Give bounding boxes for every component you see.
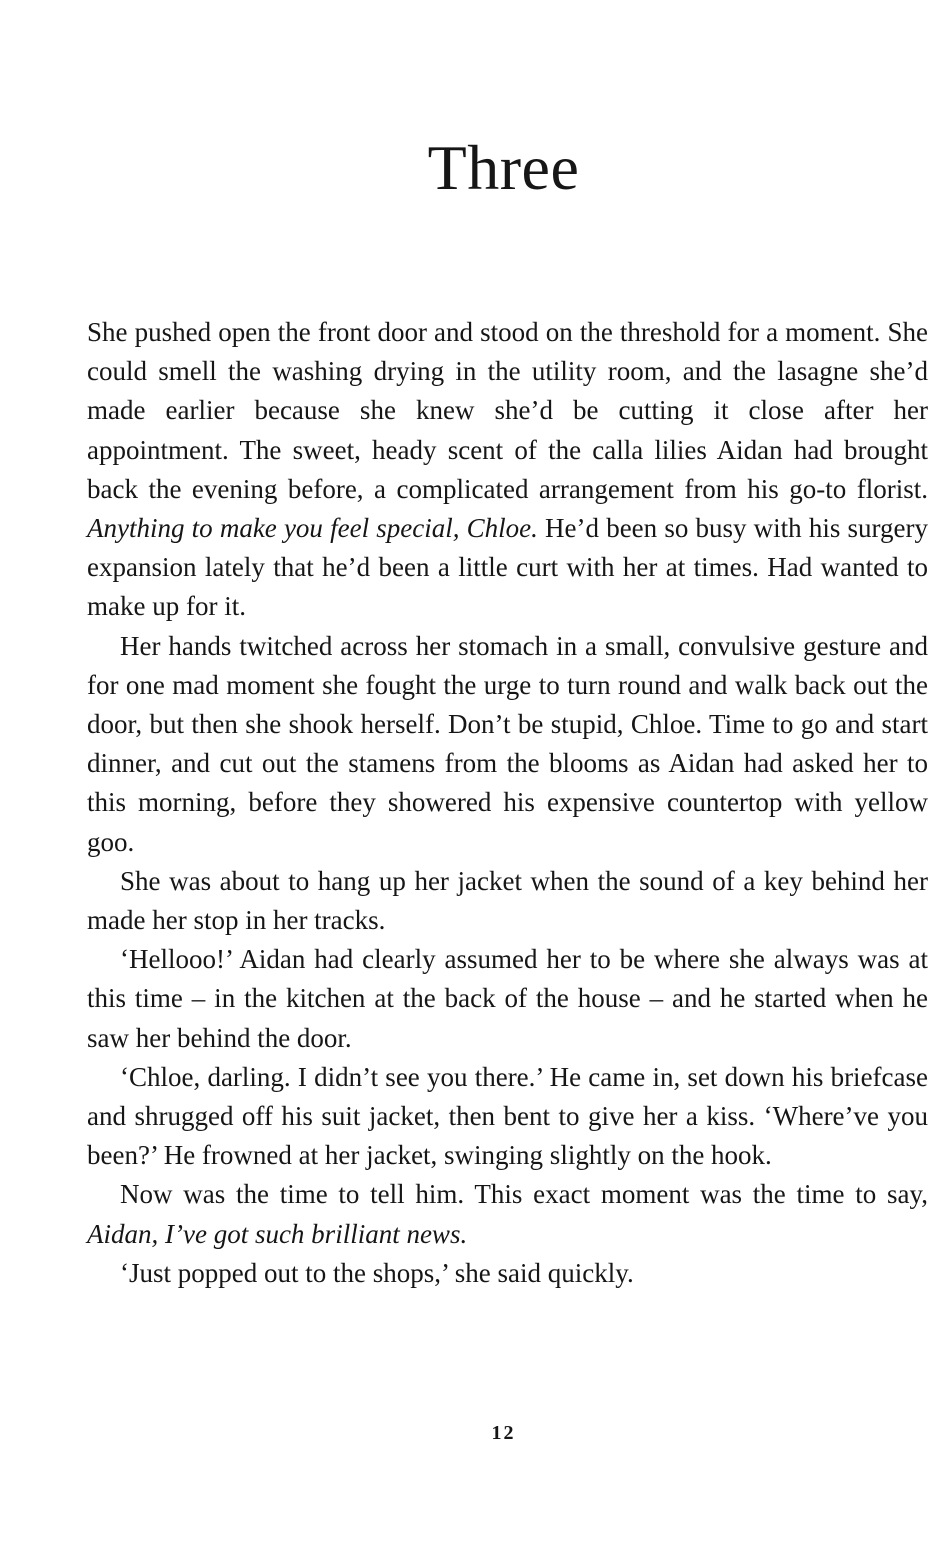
paragraph <box>87 627 928 862</box>
paragraph <box>87 940 928 1058</box>
chapter-title: Three <box>427 132 580 203</box>
text-run: She was about to hang up her jacket when the sound of a key behind her made her stop in her tracks. <box>87 865 928 936</box>
chapter-body <box>87 313 928 1293</box>
italic-text-run: Anything to make you feel special, Chloe. <box>87 513 538 544</box>
paragraph <box>87 1058 928 1176</box>
text-run: Her hands twitched across her stomach in a small, convulsive gesture and for one mad moment she fought the urge to turn round and walk back out the door, but then she shook herself. Don’t be stupid, Chloe. Time to go and start dinner, and cut out the stamens from the blooms as Aidan had asked her to this morning, before they showered his expensive countertop with yellow goo. <box>87 630 928 857</box>
paragraph <box>87 1175 928 1253</box>
text-run: ‘Chloe, darling. I didn’t see you there.’ He came in, set down his briefcase and shrugged off his suit jacket, then bent to give her a kiss. ‘Where’ve you been?’ He frowned at her jacket, swinging slightly on the hook. <box>87 1061 928 1171</box>
paragraph <box>87 313 928 627</box>
page-number: 12 <box>491 1422 516 1444</box>
paragraph <box>87 1254 928 1293</box>
italic-text-run: Aidan, I’ve got such brilliant news. <box>87 1218 468 1249</box>
text-run: ‘Just popped out to the shops,’ she said quickly. <box>120 1257 634 1288</box>
paragraph <box>87 862 928 940</box>
text-run: She pushed open the front door and stood on the threshold for a moment. She could smell the washing drying in the utility room, and the lasagne she’d made earlier because she knew she’d be cutting it close after her appointment. The sweet, heady scent of the calla lilies Aidan had brought back the evening before, a complicated arrangement from his go-to florist. <box>87 317 928 504</box>
text-run: Now was the time to tell him. This exact moment was the time to say, <box>120 1179 928 1210</box>
text-run: ‘Hellooo!’ Aidan had clearly assumed her to be where she always was at this time – in the kitchen at the back of the house – and he started when he saw her behind the door. <box>87 944 928 1053</box>
text-run: He’d been so busy with his surgery expansion lately that he’d been a little curt with her at times. Had wanted to make up for it. <box>87 513 929 622</box>
